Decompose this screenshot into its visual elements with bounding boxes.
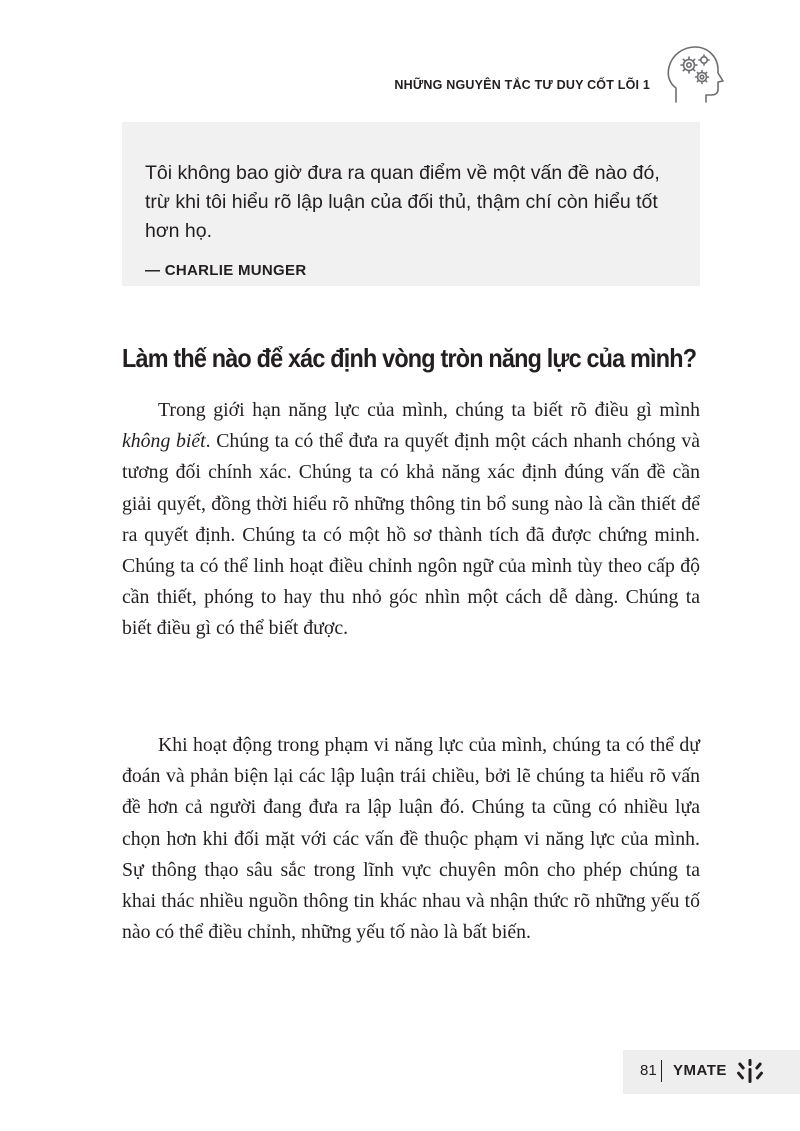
quote-text: Tôi không bao giờ đưa ra quan điểm về một vấn đề nào đó, trừ khi tôi hiểu rõ lập luận của đối thủ, thậm chí còn hiểu tốt hơn họ.: [145, 162, 660, 242]
footer-divider: [661, 1060, 662, 1082]
paragraph-2-text: Khi hoạt động trong phạm vi năng lực của mình, chúng ta có thể dự đoán và phản biện lại các lập luận trái chiều, bởi lẽ chúng ta hiểu rõ vấn đề hơn cả người đang đưa ra lập luận đó. Chúng ta cũng có nhiều lựa chọn hơn khi đối mặt với các vấn đề thuộc phạm vi năng lực của mình. Sự thông thạo sâu sắc trong lĩnh vực chuyên môn cho phép chúng ta khai thác nhiều nguồn thông tin khác nhau và nhận thức rõ những yếu tố nào có thể điều chỉnh, những yếu tố nào là bất biến.: [122, 734, 700, 944]
body-paragraph-1: [122, 395, 700, 645]
paragraph-1-italic: không biết: [122, 430, 206, 453]
paragraph-1-text-end: . Chúng ta có thể đưa ra quyết định một cách nhanh chóng và tương đối chính xác. Chúng ta có khả năng xác định đúng vấn đề cần giải quyết, đồng thời hiểu rõ những thông tin bổ sung nào là cần thiết để ra quyết định. Chúng ta có một hồ sơ thành tích đã được chứng minh. Chúng ta có thể linh hoạt điều chỉnh ngôn ngữ của mình tùy theo cấp độ cần thiết, phóng to hay thu nhỏ góc nhìn một cách dễ dàng. Chúng ta biết điều gì có thể biết được.: [122, 430, 701, 640]
section-heading: Làm thế nào để xác định vòng tròn năng lực của mình?: [122, 343, 697, 373]
paragraph-1-text-start: Trong giới hạn năng lực của mình, chúng ta biết rõ điều gì mình: [158, 399, 700, 421]
head-gears-icon: [660, 38, 730, 108]
ymate-logo-icon: [735, 1056, 765, 1086]
page-number: 81: [640, 1062, 657, 1079]
body-paragraph-2: [122, 730, 700, 948]
running-header: NHỮNG NGUYÊN TẮC TƯ DUY CỐT LÕI 1: [394, 78, 650, 92]
quote-box: [122, 122, 700, 286]
quote-author: — CHARLIE MUNGER: [145, 262, 307, 279]
brand-name: YMATE: [673, 1062, 727, 1079]
